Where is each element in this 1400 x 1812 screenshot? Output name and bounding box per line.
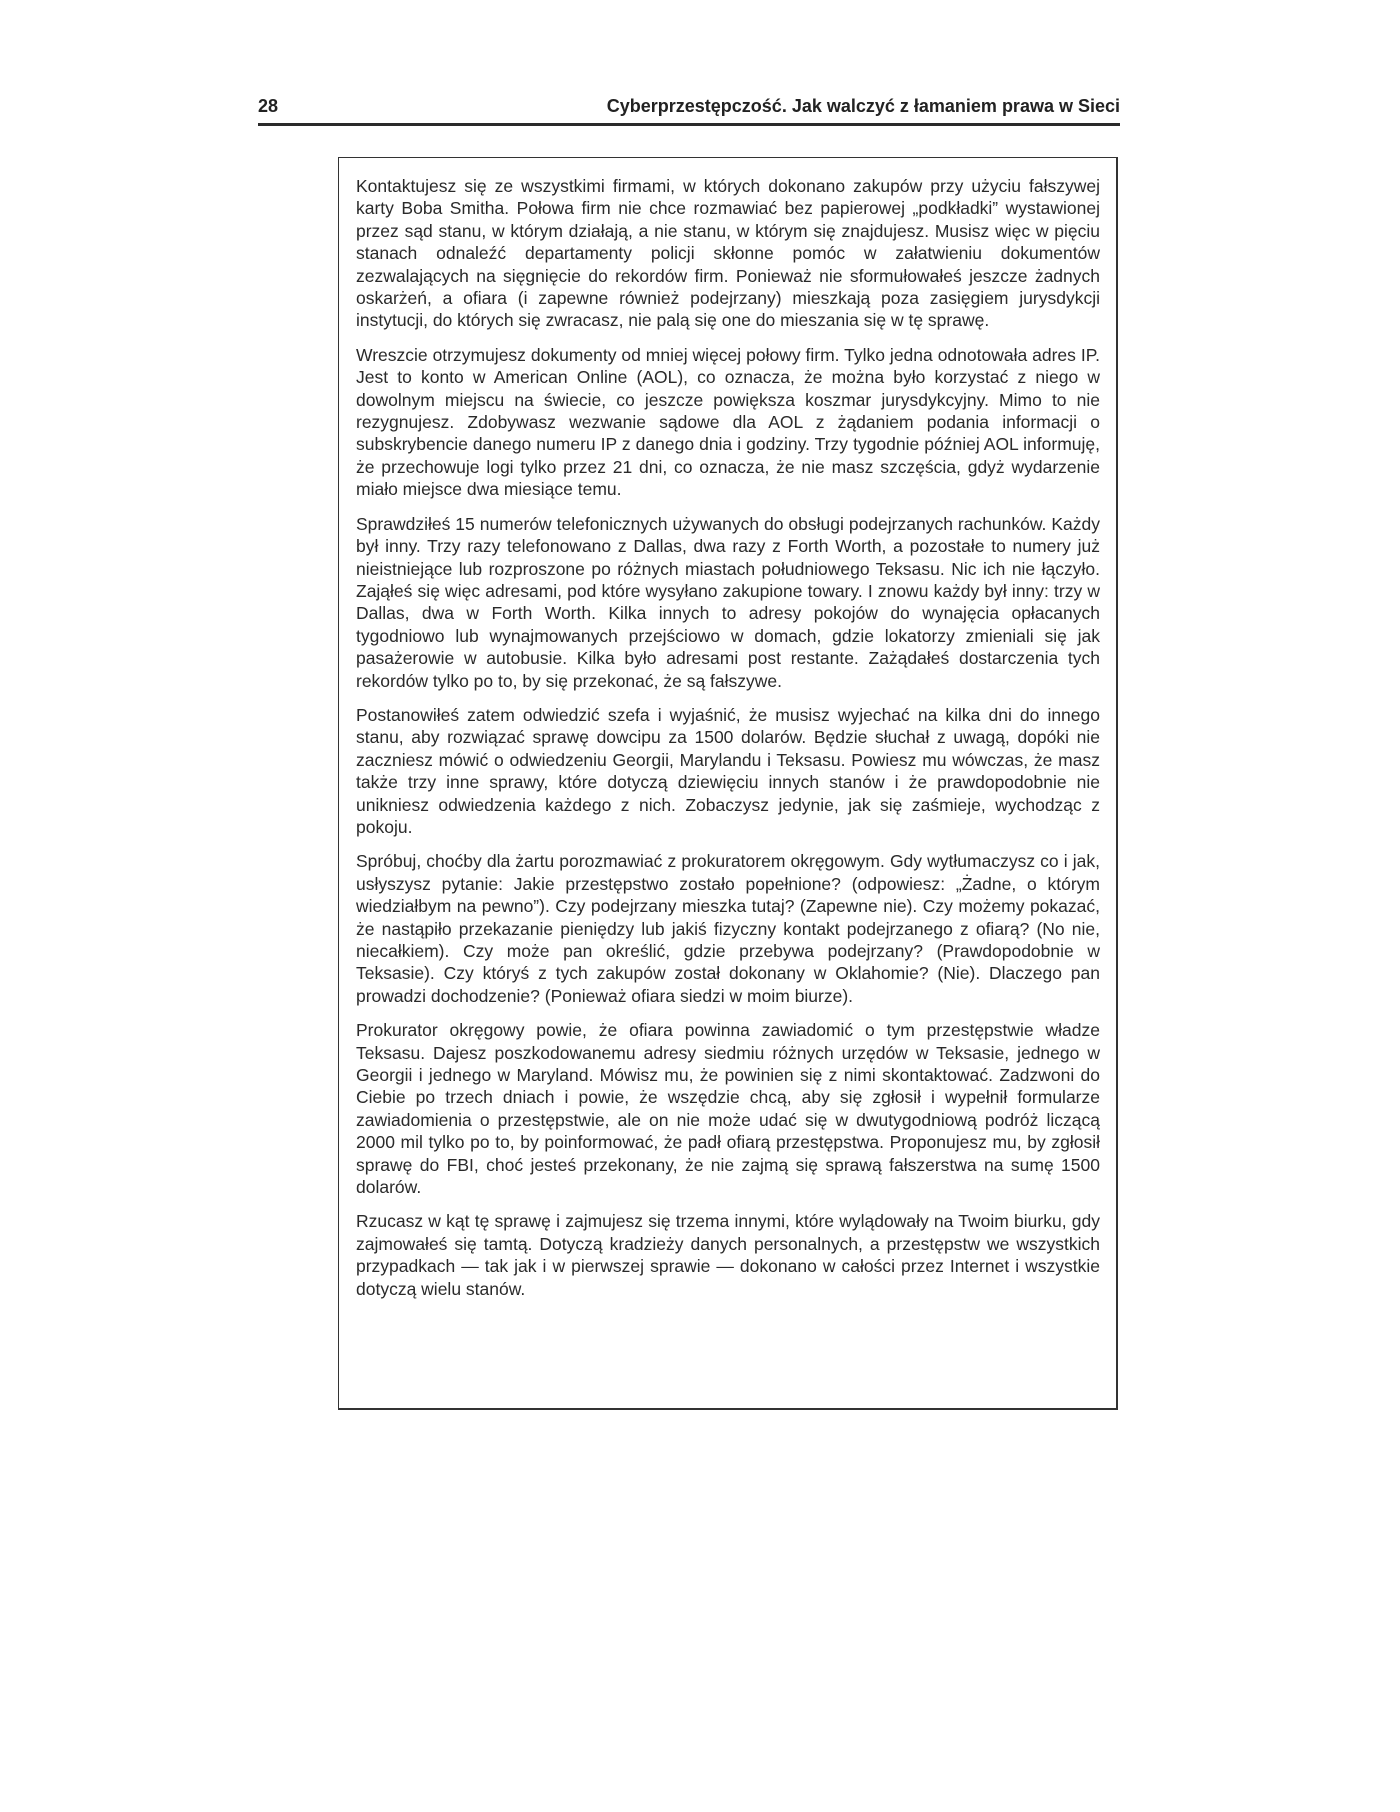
box-paragraph-1: Kontaktujesz się ze wszystkimi firmami, w których dokonano zakupów przy użyciu fałszywej karty Boba Smitha. Połowa firm nie chce rozmawiać bez papierowej „podkładki” wystawionej przez sąd stanu, w którym działają, a nie stanu, w którym się znajdujesz. Musisz więc w pięciu stanach odnaleźć departamenty policji skłonne pomóc w załatwieniu dokumentów zezwalających na sięgnięcie do rekordów firm. Ponieważ nie sformułowałeś jeszcze żadnych oskarżeń, a ofiara (i zapewne również podejrzany) mieszkają poza zasięgiem jurysdykcji instytucji, do których się zwracasz, nie palą się one do mieszania się w tę sprawę. <box>356 176 1100 331</box>
running-title: Cyberprzestępczość. Jak walczyć z łamaniem prawa w Sieci <box>606 96 1120 116</box>
running-header <box>258 96 1120 126</box>
box-paragraph-2: Wreszcie otrzymujesz dokumenty od mniej więcej połowy firm. Tylko jedna odnotowała adres IP. Jest to konto w American Online (AOL), co oznacza, że można było korzystać z niego w dowolnym miejscu na świecie, co jeszcze powiększa koszmar jurysdykcyjny. Mimo to nie rezygnujesz. Zdobywasz wezwanie sądowe dla AOL z żądaniem podania informacji o subskrybencie danego numeru IP z danego dnia i godziny. Trzy tygodnie później AOL informuję, że przechowuje logi tylko przez 21 dni, co oznacza, że nie masz szczęścia, gdyż wydarzenie miało miejsce dwa miesiące temu. <box>356 344 1100 500</box>
header-rule <box>258 123 1120 126</box>
boxed-text-frame <box>338 157 1118 1410</box>
box-paragraph-5: Spróbuj, choćby dla żartu porozmawiać z prokuratorem okręgowym. Gdy wytłumaczysz co i jak, usłyszysz pytanie: Jakie przestępstwo zostało popełnione? (odpowiesz: „Żadne, o którym wiedziałbym na pewno”). Czy podejrzany mieszka tutaj? (Zapewne nie). Czy możemy pokazać, że nastąpiło przekazanie pieniędzy lub jakiś fizyczny kontakt podejrzanego z ofiarą? (No nie, niecałkiem). Czy może pan określić, gdzie przebywa podejrzany? (Prawdopodobnie w Teksasie). Czy któryś z tych zakupów został dokonany w Oklahomie? (Nie). Dlaczego pan prowadzi dochodzenie? (Ponieważ ofiara siedzi w moim biurze). <box>356 851 1100 1006</box>
box-paragraph-7: Rzucasz w kąt tę sprawę i zajmujesz się trzema innymi, które wylądowały na Twoim biurku, gdy zajmowałeś się tamtą. Dotyczą kradzieży danych personalnych, a przestępstw we wszystkich przypadkach — tak jak i w pierwszej sprawie — dokonano w całości przez Internet i wszystkie dotyczą wielu stanów. <box>356 1211 1100 1299</box>
page-number: 28 <box>258 96 279 116</box>
box-paragraph-4: Postanowiłeś zatem odwiedzić szefa i wyjaśnić, że musisz wyjechać na kilka dni do innego stanu, aby rozwiązać sprawę dowcipu za 1500 dolarów. Będzie słuchał z uwagą, dopóki nie zaczniesz mówić o odwiedzeniu Georgii, Marylandu i Teksasu. Powiesz mu wówczas, że masz także trzy inne sprawy, które dotyczą dziewięciu innych stanów i że prawdopodobnie nie unikniesz odwiedzenia każdego z nich. Zobaczysz jedynie, jak się zaśmieje, wychodząc z pokoju. <box>356 704 1100 837</box>
box-paragraph-6: Prokurator okręgowy powie, że ofiara powinna zawiadomić o tym przestępstwie władze Teksasu. Dajesz poszkodowanemu adresy siedmiu różnych urzędów w Teksasie, jednego w Georgii i jednego w Maryland. Mówisz mu, że powinien się z nimi skontaktować. Zadzwoni do Ciebie po trzech dniach i powie, że wszędzie chcą, aby się zgłosił i wypełnił formularze zawiadomienia o przestępstwie, ale on nie może udać się w dwutygodniową podróż liczącą 2000 mil tylko po to, by poinformować, że padł ofiarą przestępstwa. Proponujesz mu, by zgłosił sprawę do FBI, choć jesteś przekonany, że nie zajmą się sprawą fałszerstwa na sumę 1500 dolarów. <box>356 1020 1100 1198</box>
box-paragraph-3: Sprawdziłeś 15 numerów telefonicznych używanych do obsługi podejrzanych rachunków. Każdy był inny. Trzy razy telefonowano z Dallas, dwa razy z Forth Worth, a pozostałe to numery już nieistniejące lub rozproszone po różnych miastach południowego Teksasu. Nic ich nie łączyło. Zająłeś się więc adresami, pod które wysyłano zakupione towary. I znowu każdy był inny: trzy w Dallas, dwa w Forth Worth. Kilka innych to adresy pokojów do wynajęcia opłacanych tygodniowo lub wynajmowanych przejściowo w domach, gdzie lokatorzy zmieniali się jak pasażerowie w autobusie. Kilka było adresami post restante. Zażądałeś dostarczenia tych rekordów tylko po to, by się przekonać, że są fałszywe. <box>356 513 1100 691</box>
